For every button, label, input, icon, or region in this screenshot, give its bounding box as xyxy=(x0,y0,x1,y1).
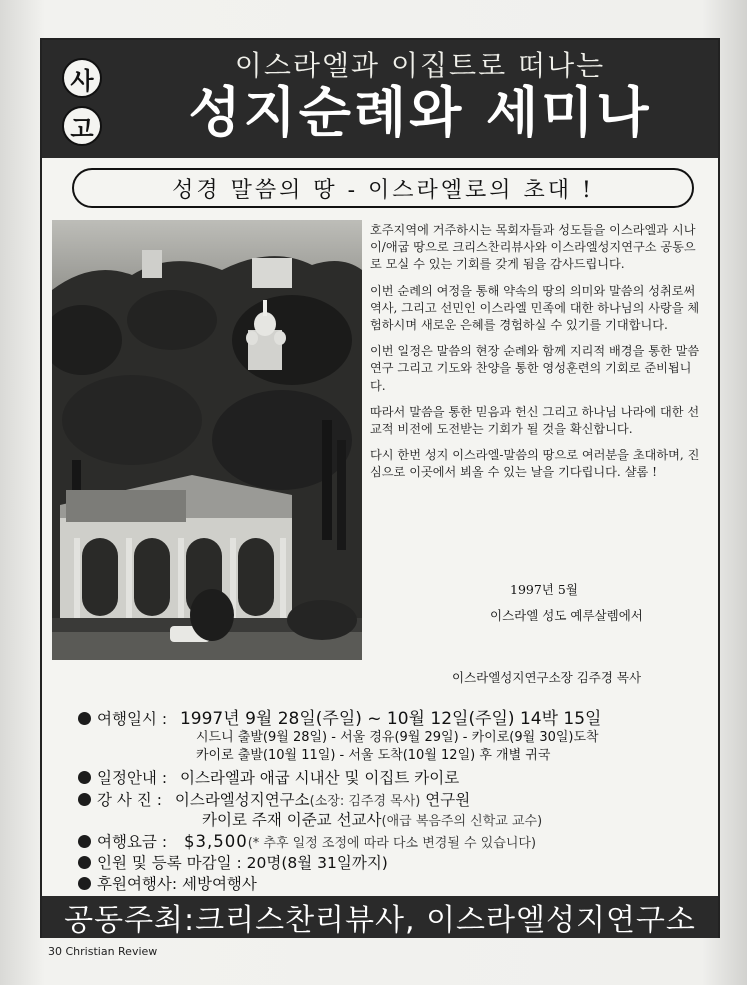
detail-agency xyxy=(78,872,257,894)
detail-fee xyxy=(78,830,536,852)
detail-lecturers-line2 xyxy=(202,808,542,830)
detail-value: 카이로 주재 이준교 선교사 xyxy=(202,811,382,829)
detail-label: 강 사 진 : xyxy=(97,791,162,809)
tagline-box xyxy=(72,168,694,208)
tagline-text: 성경 말씀의 땅 - 이스라엘로의 초대 ! xyxy=(172,177,594,203)
header-title: 성지순례와 세미나 xyxy=(188,81,652,144)
detail-label: 여행일시 : xyxy=(97,710,168,728)
bullet-icon xyxy=(78,877,91,890)
letter-paragraph: 다시 한번 성지 이스라엘-말씀의 땅으로 여러분을 초대하며, 진심으로 이곳에서 뵈올 수 있는 날을 기다립니다. 샬롬 ! xyxy=(370,448,700,480)
detail-suffix: 연구원 xyxy=(425,791,471,809)
letter-date: 1997년 5월 xyxy=(510,582,578,597)
header-subtitle: 이스라엘과 이집트로 떠나는 xyxy=(234,49,606,82)
badge-sa: 사 xyxy=(62,58,102,98)
bullet-icon xyxy=(78,793,91,806)
detail-value: 1997년 9월 28일(주일) ~ 10월 12일(주일) 14박 15일 xyxy=(179,709,602,729)
detail-lecturers xyxy=(78,788,470,810)
bullet-icon xyxy=(78,771,91,784)
footer-text: 공동주최:크리스찬리뷰사, 이스라엘성지연구소 xyxy=(64,903,696,938)
detail-schedule-line2: 시드니 출발(9월 28일) - 서울 경유(9월 29일) - 카이로(9월 30일)도착 xyxy=(196,730,599,745)
bullet-icon xyxy=(78,712,91,725)
detail-schedule-line3: 카이로 출발(10월 11일) - 서울 도착(10월 12일) 후 개별 귀국 xyxy=(196,748,551,763)
letter-paragraph: 따라서 말씀을 통한 믿음과 헌신 그리고 하나님 나라에 대한 선교적 비전에 도전받는 기회가 될 것을 확신합니다. xyxy=(370,404,700,437)
detail-value: 이스라엘성지연구소 xyxy=(174,791,310,809)
page-number: 30 Christian Review xyxy=(48,945,158,958)
detail-itinerary xyxy=(78,766,459,788)
letter-paragraph: 이번 순례의 여정을 통해 약속의 땅의 의미와 말씀의 성취로써 역사, 그리고 선민인 이스라엘 민족에 대한 하나님의 사랑을 체험하시며 새로운 은혜를 경험하실 수 있기를 기대합니다. xyxy=(370,283,700,333)
bullet-icon xyxy=(78,856,91,869)
letter-place: 이스라엘 성도 예루살렘에서 xyxy=(490,608,643,623)
footer-banner xyxy=(42,896,718,938)
detail-paren: (소장: 김주경 목사) xyxy=(309,794,421,809)
detail-label: 여행요금 : xyxy=(97,833,168,851)
invitation-letter xyxy=(370,222,700,491)
detail-paren: (애급 복음주의 신학교 교수) xyxy=(381,814,543,829)
detail-value: $3,500 xyxy=(183,832,248,851)
detail-value: 후원여행사: 세방여행사 xyxy=(97,875,257,893)
letter-signer: 이스라엘성지연구소장 김주경 목사 xyxy=(452,670,642,685)
detail-capacity xyxy=(78,851,388,873)
detail-note: (* 추후 일정 조정에 따라 다소 변경될 수 있습니다) xyxy=(247,836,537,851)
detail-value: 이스라엘과 애굽 시내산 및 이집트 카이로 xyxy=(179,769,460,787)
bullet-icon xyxy=(78,835,91,848)
photo-church-of-all-nations xyxy=(52,220,362,660)
photo-illustration xyxy=(52,220,362,660)
detail-label: 일정안내 : xyxy=(97,769,168,787)
letter-paragraph: 이번 일정은 말씀의 현장 순례와 함께 지리적 배경을 통한 말씀연구 그리고 기도와 찬양을 통한 영성훈련의 기회로 준비됩니다. xyxy=(370,344,700,393)
badge-go: 고 xyxy=(62,106,102,146)
letter-paragraph: 호주지역에 거주하시는 목회자들과 성도들을 이스라엘과 시나이/애굽 땅으로 크리스찬리뷰사와 이스라엘성지연구소 공동으로 모실 수 있는 기회를 갖게 됨을 감사드립니다. xyxy=(370,223,696,272)
detail-value: 인원 및 등록 마감일 : 20명(8월 31일까지) xyxy=(97,854,388,872)
